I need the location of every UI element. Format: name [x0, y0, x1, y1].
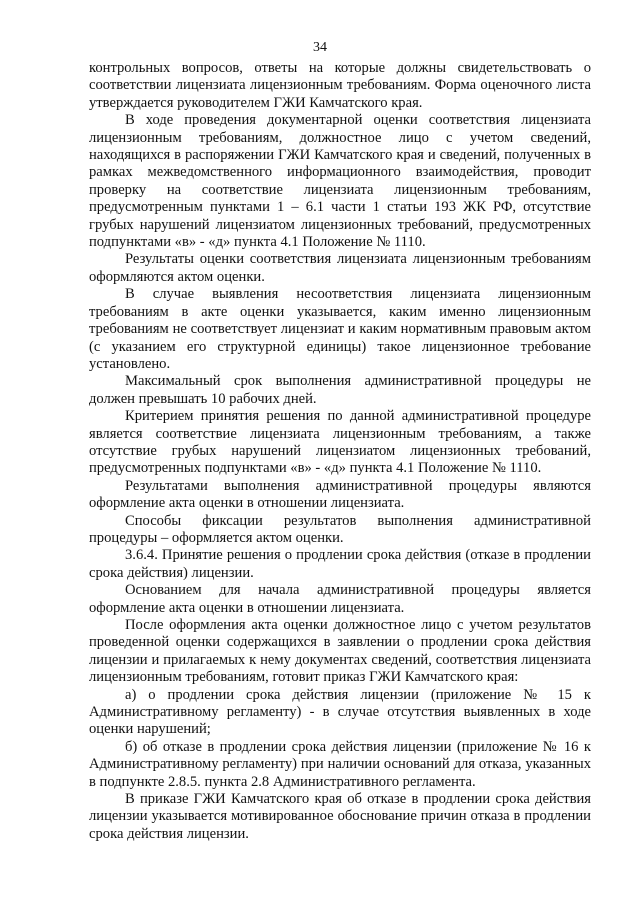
paragraph-nonconformity: В случае выявления несоответствия лицензиата лицензионным требованиям в акте оценки указывается, каким именно лицензионным требованиям не соответствует лицензиат и каким нормативным правовым актом (с указанием его структурной единицы) такое лицензионное требование установлено.: [89, 286, 591, 372]
paragraph-basis: Основанием для начала административной процедуры является оформление акта оценки в отношении лицензиата.: [89, 582, 591, 616]
paragraph-max-term: Максимальный срок выполнения административной процедуры не должен превышать 10 рабочих дней.: [89, 373, 591, 407]
paragraph-results-act: Результаты оценки соответствия лицензиата лицензионным требованиям оформляются актом оценки.: [89, 251, 591, 285]
document-body: [89, 60, 591, 843]
paragraph-documentary-check: В ходе проведения документарной оценки соответствия лицензиата лицензионным требованиям, должностное лицо с учетом сведений, находящихся в распоряжении ГЖИ Камчатского края и сведений, полученных в рамках межведомственного информационного взаимодействия, проводит проверку на соответствие лицензиата лицензионным требованиям, предусмотренным пунктами 1 – 6.1 части 1 статьи 193 ЖК РФ, отсутствие грубых нарушений лицензиатом лицензионных требований, предусмотренных подпунктами «в» - «д» пункта 4.1 Положение № 1110.: [89, 112, 591, 251]
section-heading-3-6-4: 3.6.4. Принятие решения о продлении срока действия (отказе в продлении срока действия) лицензии.: [89, 547, 591, 581]
paragraph-order-preparation: После оформления акта оценки должностное лицо с учетом результатов проведенной оценки содержащихся в заявлении о продлении срока действия лицензии и прилагаемых к нему документах сведений, соответствия лицензиата лицензионным требованиям, готовит приказ ГЖИ Камчатского края:: [89, 617, 591, 686]
paragraph-refusal-justification: В приказе ГЖИ Камчатского края об отказе в продлении срока действия лицензии указывается мотивированное обоснование причин отказа в продлении срока действия лицензии.: [89, 791, 591, 842]
list-item-a: а) о продлении срока действия лицензии (приложение № 15 к Административному регламенту) - в случае отсутствия выявленных в ходе оценки нарушений;: [89, 686, 591, 738]
paragraph-criterion: Критерием принятия решения по данной административной процедуре является соответствие лицензиата лицензионным требованиям, а также отсутствие грубых нарушений лицензиатом лицензионных требований, предусмотренных подпунктами «в» - «д» пункта 4.1 Положение № 1110.: [89, 408, 591, 477]
paragraph-fixation: Способы фиксации результатов выполнения административной процедуры – оформляется актом оценки.: [89, 512, 591, 546]
paragraph-results: Результатами выполнения административной процедуры являются оформление акта оценки в отношении лицензиата.: [89, 477, 591, 512]
paragraph-continuation: контрольных вопросов, ответы на которые должны свидетельствовать о соответствии лицензиата лицензионным требованиям. Форма оценочного листа утверждается руководителем ГЖИ Камчатского края.: [89, 60, 591, 111]
page-number: 34: [313, 40, 327, 55]
list-item-b: б) об отказе в продлении срока действия лицензии (приложение № 16 к Административному регламенту) при наличии оснований для отказа, указанных в подпункте 2.8.5. пункта 2.8 Административного регламента.: [89, 738, 591, 790]
